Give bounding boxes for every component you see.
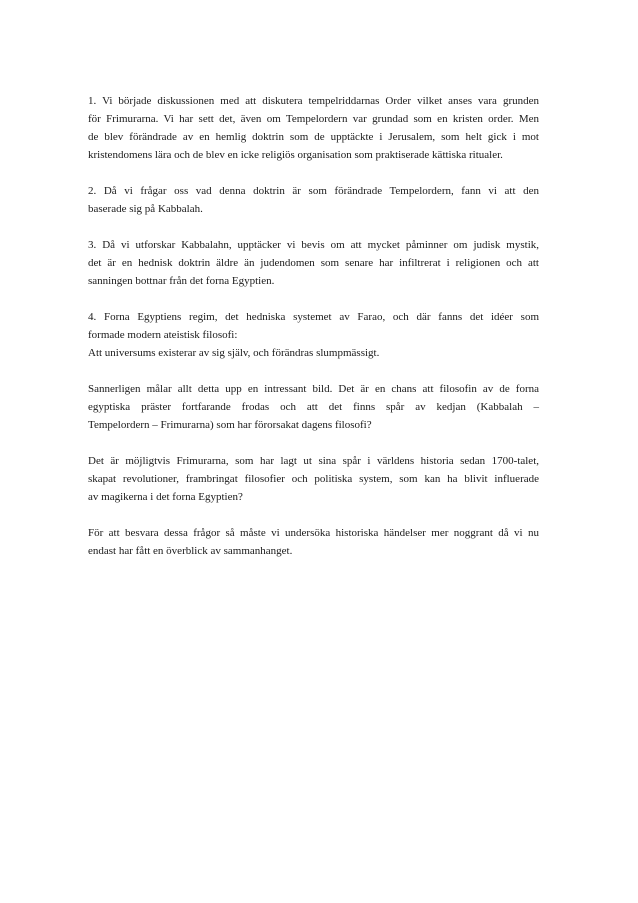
text-line: 2. Då vi frågar oss vad denna doktrin är som förändrade Tempelordern, fann vi att den bbox=[88, 185, 539, 197]
paragraph-3 bbox=[88, 236, 539, 290]
text-line: endast har fått en överblick av sammanhanget. bbox=[88, 545, 293, 557]
document-body bbox=[88, 92, 539, 578]
text-line: det är en hednisk doktrin äldre än judendomen som senare har infiltrerat i religionen och att bbox=[88, 257, 539, 269]
text-line: Att universums existerar av sig själv, och förändras slumpmässigt. bbox=[88, 347, 380, 359]
text-line: Det är möjligtvis Frimurarna, som har lagt ut sina spår i världens historia sedan 1700-talet, bbox=[88, 455, 539, 467]
paragraph-2 bbox=[88, 182, 539, 218]
text-line: skapat revolutioner, frambringat filosofier och politiska system, som kan ha blivit influerade bbox=[88, 473, 539, 485]
text-line: sanningen bottnar från det forna Egyptien. bbox=[88, 275, 275, 287]
text-line: För att besvara dessa frågor så måste vi undersöka historiska händelser mer noggrant då vi nu bbox=[88, 527, 539, 539]
text-line: av magikerna i det forna Egyptien? bbox=[88, 491, 243, 503]
paragraph-7 bbox=[88, 524, 539, 560]
text-line: 1. Vi började diskussionen med att diskutera tempelriddarnas Order vilket anses vara grunden bbox=[88, 95, 539, 107]
text-line: kristendomens lära och de blev en icke religiös organisation som praktiserade kättiska ritualer. bbox=[88, 149, 503, 161]
text-line: formade modern ateistisk filosofi: bbox=[88, 329, 238, 341]
text-line: baserade sig på Kabbalah. bbox=[88, 203, 203, 215]
text-line: egyptiska präster fortfarande frodas och att det finns spår av kedjan (Kabbalah – bbox=[88, 401, 539, 413]
paragraph-1 bbox=[88, 92, 539, 164]
paragraph-5 bbox=[88, 380, 539, 434]
text-line: Sannerligen målar allt detta upp en intressant bild. Det är en chans att filosofin av de forna bbox=[88, 383, 539, 395]
text-line: de blev förändrade av en hemlig doktrin som de upptäckte i Jerusalem, som helt gick i mot bbox=[88, 131, 539, 143]
text-line: 3. Då vi utforskar Kabbalahn, upptäcker vi bevis om att mycket påminner om judisk mystik, bbox=[88, 239, 539, 251]
text-line: 4. Forna Egyptiens regim, det hedniska systemet av Farao, och där fanns det idéer som bbox=[88, 311, 539, 323]
text-line: för Frimurarna. Vi har sett det, även om Tempelordern var grundad som en kristen order. Men bbox=[88, 113, 539, 125]
text-line: Tempelordern – Frimurarna) som har förorsakat dagens filosofi? bbox=[88, 419, 372, 431]
paragraph-4 bbox=[88, 308, 539, 362]
paragraph-6 bbox=[88, 452, 539, 506]
